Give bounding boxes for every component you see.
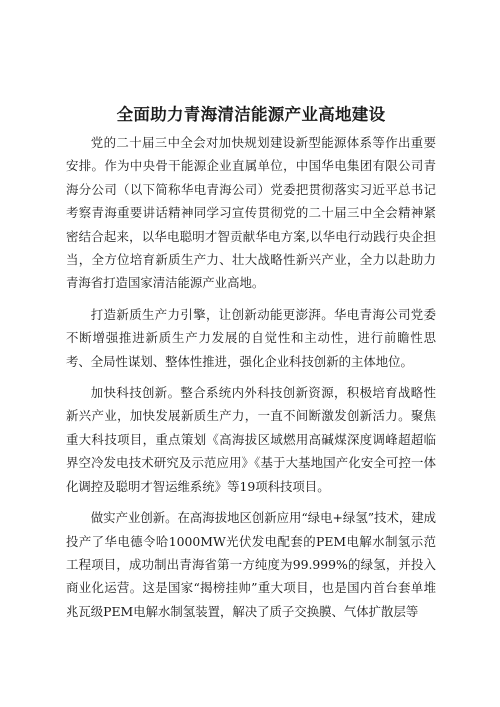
paragraph-3: 加快科技创新。整合系统内外科技创新资源，积极培育战略性新兴产业，加快发展新质生产力，一直不间断激发创新活力。聚焦重大科技项目，重点策划《高海拔区域燃用高碱煤深度调峰超超临界空冷发电技术研究及示范应用》《基于大基地国产化安全可控一体化调控及聪明才智运维系统》等19项科技项目。	[66, 385, 436, 494]
paragraph-1: 党的二十届三中全会对加快规划建设新型能源体系等作出重要安排。作为中央骨干能源企业直属单位，中国华电集团有限公司青海分公司（以下简称华电青海公司）党委把贯彻落实习近平总书记考察青海重要讲话精神同学习宣传贯彻党的二十届三中全会精神紧密结合起来，以华电聪明才智贡献华电方案,以华电行动践行央企担当，全方位培育新质生产力、壮大战略性新兴产业，全力以赴助力青海省打造国家清洁能源产业高地。	[66, 135, 436, 291]
paragraph-4: 做实产业创新。在高海拔地区创新应用“绿电+绿氢”技术，建成投产了华电德令哈1000MW光伏发电配套的PEM电解水制氢示范工程项目，成功制出青海省第一方纯度为99.999%的绿氢，并投入商业化运营。这是国家“揭榜挂帅”重大项目，也是国内首台套单堆兆瓦级PEM电解水制氢装置，解决了质子交换膜、气体扩散层等	[66, 510, 437, 619]
document-page	[66, 0, 436, 631]
paragraph-2: 打造新质生产力引擎，让创新动能更澎湃。华电青海公司党委不断增强推进新质生产力发展的自觉性和主动性，进行前瞻性思考、全局性谋划、整体性推进，强化企业科技创新的主体地位。	[66, 306, 436, 369]
document-title: 全面助力青海清洁能源产业高地建设	[116, 105, 386, 124]
document-body	[66, 131, 436, 623]
